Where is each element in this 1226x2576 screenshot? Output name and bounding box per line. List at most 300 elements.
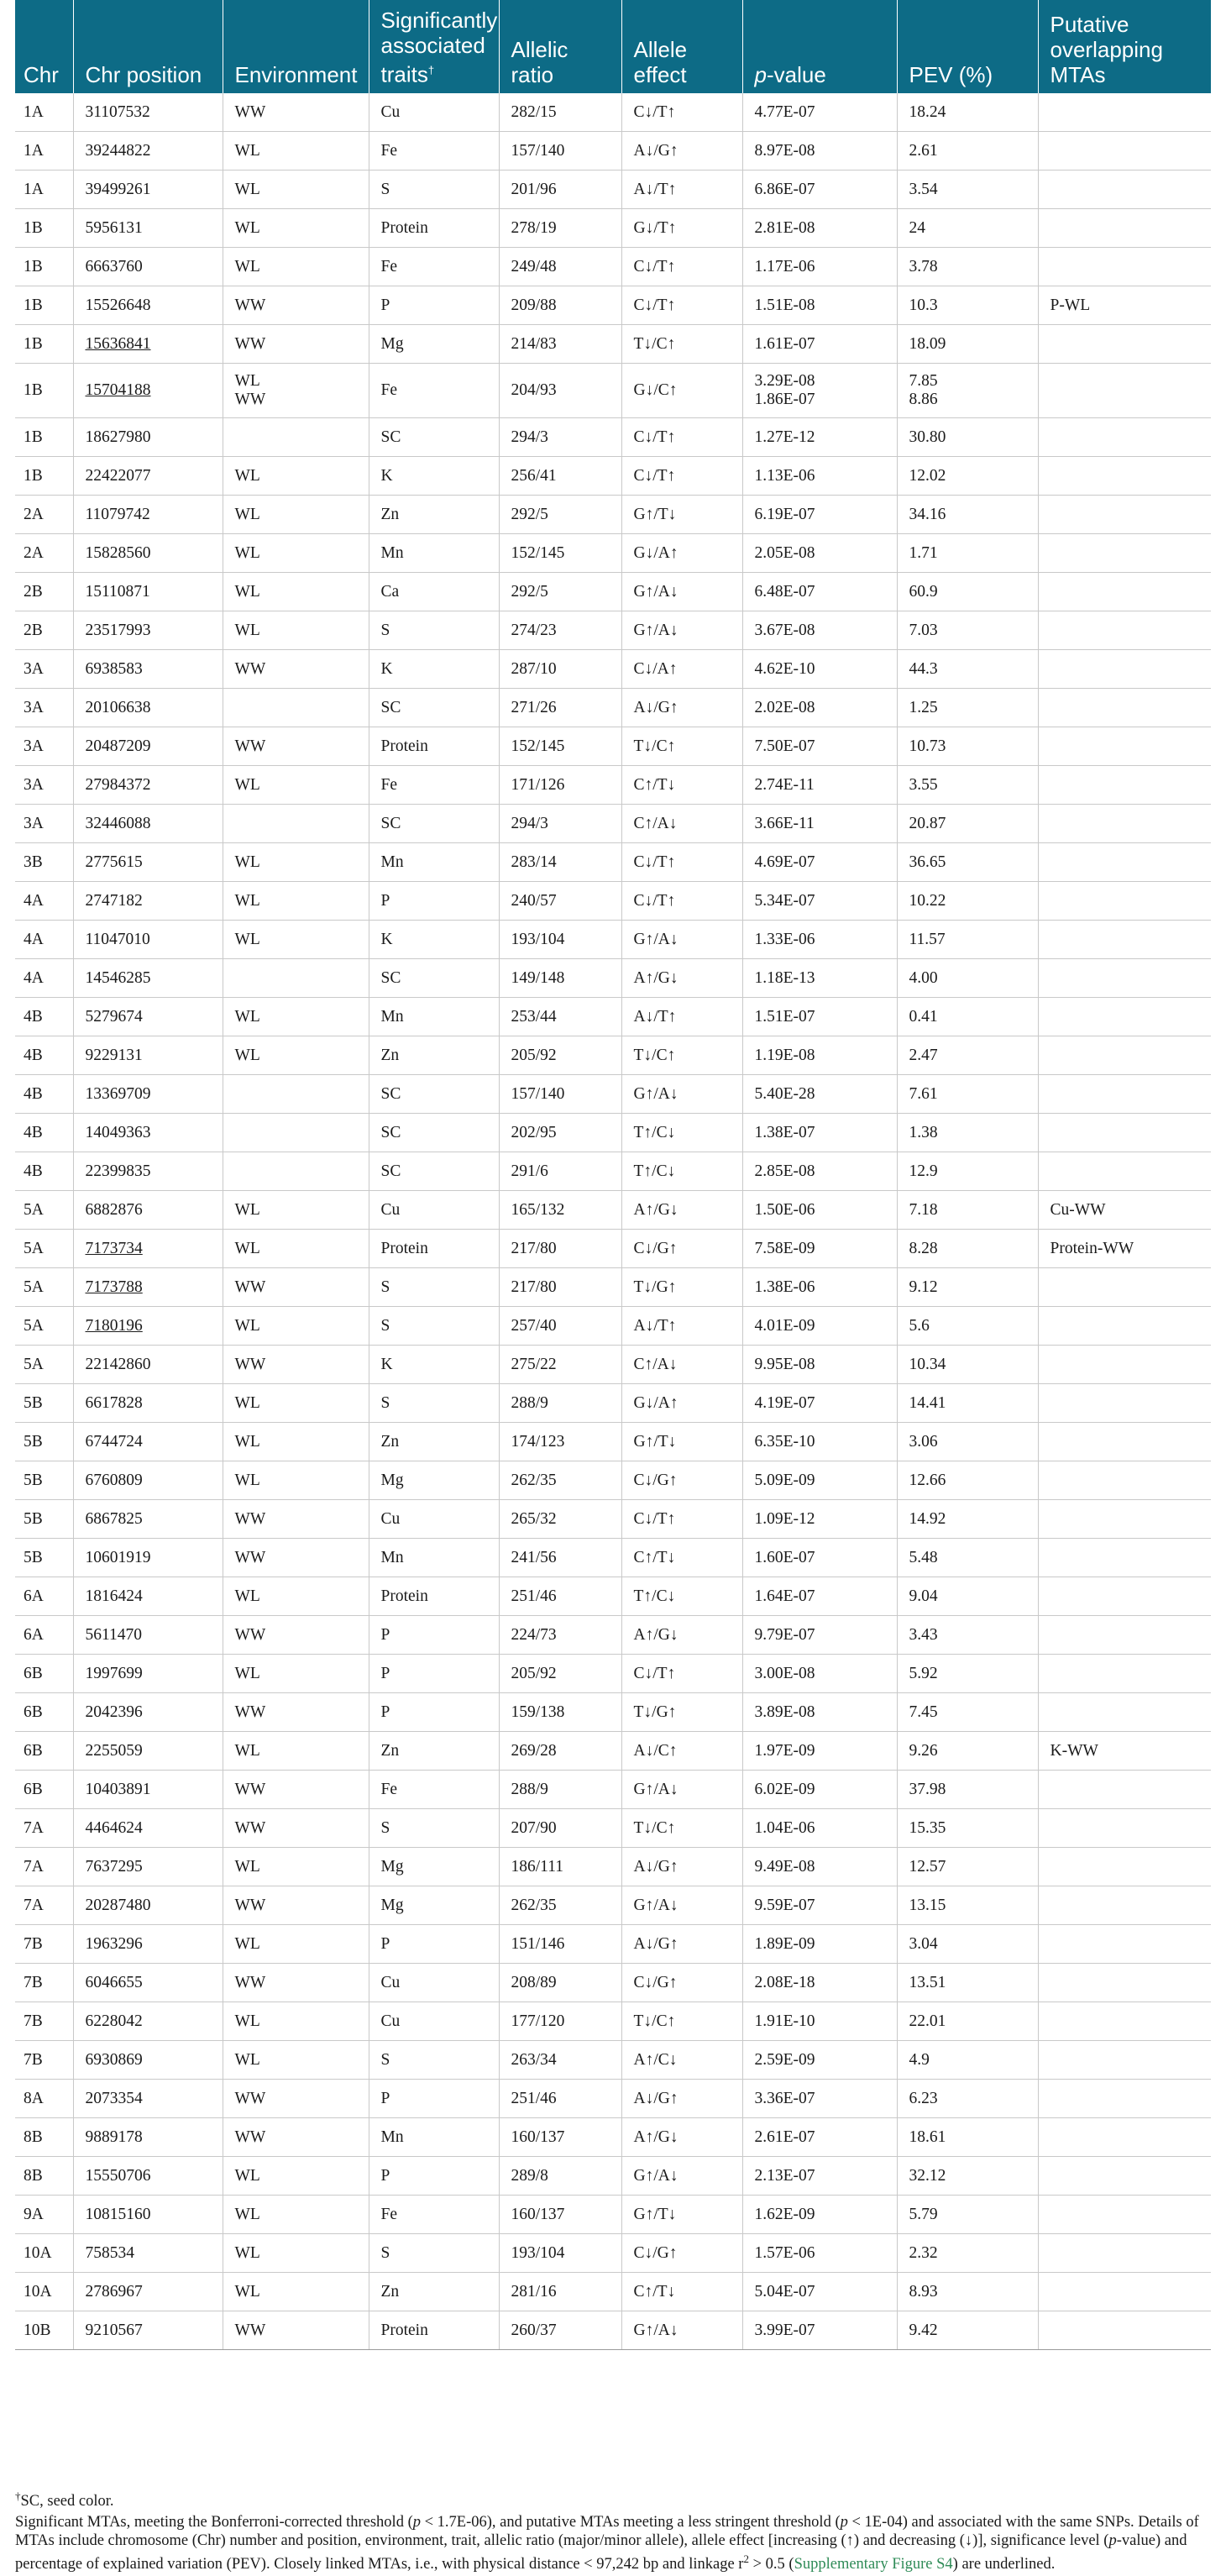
cell-putative-mta xyxy=(1038,1577,1211,1616)
table-row xyxy=(15,2041,1211,2080)
cell-putative-mta xyxy=(1038,882,1211,921)
cell-allelic-ratio: 160/137 xyxy=(499,2118,621,2157)
cell-allelic-ratio: 209/88 xyxy=(499,286,621,325)
cell-chr: 10A xyxy=(15,2273,73,2311)
table-row xyxy=(15,1809,1211,1848)
cell-allelic-ratio: 278/19 xyxy=(499,209,621,248)
cell-p-value xyxy=(742,1886,897,1925)
cell-pev xyxy=(897,1886,1038,1925)
cell-chr: 6B xyxy=(15,1655,73,1693)
cell-p-value xyxy=(742,1500,897,1539)
cell-p-value xyxy=(742,1848,897,1886)
cell-chr-position: 5956131 xyxy=(73,209,223,248)
cell-chr: 3A xyxy=(15,766,73,805)
cell-chr: 2B xyxy=(15,611,73,650)
cell-environment xyxy=(223,1616,369,1655)
cell-p-value-value: 6.35E-10 xyxy=(754,1432,815,1451)
cell-allele-effect: G↑/T↓ xyxy=(621,1423,742,1461)
cell-pev xyxy=(897,248,1038,286)
cell-p-value xyxy=(742,1230,897,1268)
table-row xyxy=(15,171,1211,209)
cell-allele-effect: C↓/T↑ xyxy=(621,418,742,457)
cell-p-value xyxy=(742,132,897,171)
cell-putative-mta xyxy=(1038,1886,1211,1925)
cell-environment-value: WL xyxy=(234,1857,260,1876)
cell-pev-value: 14.92 xyxy=(909,1509,946,1528)
table-row xyxy=(15,1307,1211,1346)
cell-allele-effect: A↑/G↓ xyxy=(621,959,742,998)
cell-allelic-ratio: 152/145 xyxy=(499,727,621,766)
cell-p-value-value: 1.51E-08 xyxy=(754,296,815,314)
cell-environment-value: WW xyxy=(234,1548,266,1566)
cell-allele-effect: T↓/C↑ xyxy=(621,1809,742,1848)
cell-pev xyxy=(897,2118,1038,2157)
cell-p-value xyxy=(742,1114,897,1152)
cell-allelic-ratio: 174/123 xyxy=(499,1423,621,1461)
cell-pev-value: 8.28 xyxy=(909,1239,938,1257)
cell-trait: Zn xyxy=(369,1036,499,1075)
cell-environment xyxy=(223,1693,369,1732)
cell-chr-position: 6228042 xyxy=(73,2002,223,2041)
cell-putative-mta xyxy=(1038,766,1211,805)
cell-p-value-value: 3.00E-08 xyxy=(754,1664,815,1682)
cell-environment-value: WW xyxy=(234,737,266,755)
cell-putative-mta xyxy=(1038,2080,1211,2118)
cell-allelic-ratio: 288/9 xyxy=(499,1384,621,1423)
cell-allelic-ratio: 262/35 xyxy=(499,1886,621,1925)
cell-chr: 7A xyxy=(15,1809,73,1848)
cell-trait: S xyxy=(369,1809,499,1848)
table-row xyxy=(15,2311,1211,2350)
cell-pev-value: 12.9 xyxy=(909,1162,938,1180)
table-row xyxy=(15,364,1211,418)
cell-allele-effect: A↑/C↓ xyxy=(621,2041,742,2080)
cell-putative-mta xyxy=(1038,2311,1211,2350)
cell-environment xyxy=(223,2080,369,2118)
cell-environment-value: WL xyxy=(234,1393,260,1412)
cell-pev-value: 1.71 xyxy=(909,543,938,562)
cell-chr: 2A xyxy=(15,496,73,534)
table-row xyxy=(15,132,1211,171)
cell-trait: K xyxy=(369,1346,499,1384)
cell-chr-position: 2042396 xyxy=(73,1693,223,1732)
cell-chr-position: 2255059 xyxy=(73,1732,223,1771)
cell-trait: S xyxy=(369,171,499,209)
cell-environment-value: WW xyxy=(234,1702,266,1721)
header-pev: PEV (%) xyxy=(897,0,1038,93)
cell-environment-value: WL xyxy=(234,372,260,390)
cell-environment xyxy=(223,1346,369,1384)
table-row xyxy=(15,1577,1211,1616)
cell-environment-value: WW xyxy=(234,2321,266,2339)
cell-p-value-value: 6.48E-07 xyxy=(754,582,815,601)
cell-trait: K xyxy=(369,457,499,496)
cell-pev xyxy=(897,1075,1038,1114)
cell-allele-effect: G↓/A↑ xyxy=(621,1384,742,1423)
table-row xyxy=(15,1230,1211,1268)
cell-allele-effect: G↑/A↓ xyxy=(621,1075,742,1114)
cell-allelic-ratio: 275/22 xyxy=(499,1346,621,1384)
cell-allelic-ratio: 214/83 xyxy=(499,325,621,364)
cell-trait: SC xyxy=(369,1152,499,1191)
table-row xyxy=(15,2002,1211,2041)
cell-pev xyxy=(897,2273,1038,2311)
cell-environment xyxy=(223,534,369,573)
cell-pev-value: 2.32 xyxy=(909,2243,938,2262)
cell-environment xyxy=(223,1809,369,1848)
cell-pev xyxy=(897,1307,1038,1346)
cell-allele-effect: A↓/G↑ xyxy=(621,132,742,171)
cell-trait: Ca xyxy=(369,573,499,611)
cell-allelic-ratio: 282/15 xyxy=(499,93,621,132)
cell-allele-effect: C↑/A↓ xyxy=(621,805,742,843)
cell-environment xyxy=(223,1886,369,1925)
cell-chr: 5B xyxy=(15,1423,73,1461)
cell-chr-position: 39499261 xyxy=(73,171,223,209)
cell-putative-mta xyxy=(1038,2118,1211,2157)
cell-chr: 6A xyxy=(15,1616,73,1655)
cell-putative-mta xyxy=(1038,325,1211,364)
cell-p-value-value: 3.29E-08 xyxy=(754,372,815,390)
cell-trait: Fe xyxy=(369,2196,499,2234)
cell-pev xyxy=(897,418,1038,457)
cell-chr: 7B xyxy=(15,1964,73,2002)
cell-chr-position: 14049363 xyxy=(73,1114,223,1152)
cell-p-value xyxy=(742,248,897,286)
cell-chr: 6B xyxy=(15,1771,73,1809)
cell-pev-value: 11.57 xyxy=(909,930,946,948)
cell-chr: 1B xyxy=(15,209,73,248)
cell-allele-effect: C↓/G↑ xyxy=(621,1461,742,1500)
cell-pev xyxy=(897,573,1038,611)
cell-chr-position: 6617828 xyxy=(73,1384,223,1423)
cell-chr: 4A xyxy=(15,921,73,959)
cell-allelic-ratio: 263/34 xyxy=(499,2041,621,2080)
cell-pev-value: 4.9 xyxy=(909,2050,930,2069)
cell-chr-position: 7173788 xyxy=(73,1268,223,1307)
cell-pev-value: 20.87 xyxy=(909,814,946,832)
cell-chr: 4A xyxy=(15,959,73,998)
cell-chr: 4B xyxy=(15,1114,73,1152)
cell-allele-effect: A↓/C↑ xyxy=(621,1732,742,1771)
cell-allele-effect: A↓/G↑ xyxy=(621,689,742,727)
cell-p-value-value: 4.77E-07 xyxy=(754,102,815,121)
cell-p-value-value: 2.13E-07 xyxy=(754,2166,815,2185)
cell-pev-value: 5.6 xyxy=(909,1316,930,1335)
table-row xyxy=(15,921,1211,959)
cell-chr: 5A xyxy=(15,1268,73,1307)
cell-chr-position: 15704188 xyxy=(73,364,223,418)
cell-chr: 9A xyxy=(15,2196,73,2234)
table-row xyxy=(15,2157,1211,2196)
table-row xyxy=(15,457,1211,496)
cell-pev-value: 32.12 xyxy=(909,2166,946,2185)
cell-chr: 5B xyxy=(15,1461,73,1500)
cell-p-value xyxy=(742,286,897,325)
cell-pev-value: 7.61 xyxy=(909,1084,938,1103)
table-row xyxy=(15,93,1211,132)
cell-p-value xyxy=(742,2234,897,2273)
cell-p-value xyxy=(742,364,897,418)
cell-allelic-ratio: 224/73 xyxy=(499,1616,621,1655)
cell-chr: 3A xyxy=(15,805,73,843)
table-row xyxy=(15,689,1211,727)
cell-chr-position: 15550706 xyxy=(73,2157,223,2196)
cell-environment xyxy=(223,1152,369,1191)
cell-putative-mta: P-WL xyxy=(1038,286,1211,325)
cell-p-value-value: 2.59E-09 xyxy=(754,2050,815,2069)
table-row xyxy=(15,1114,1211,1152)
cell-pev-value: 9.26 xyxy=(909,1741,938,1760)
cell-chr: 3B xyxy=(15,843,73,882)
cell-environment-value: WL xyxy=(234,466,260,485)
table-row xyxy=(15,1346,1211,1384)
cell-environment-value: WW xyxy=(234,1509,266,1528)
cell-p-value-value: 1.27E-12 xyxy=(754,428,815,446)
cell-trait: Mn xyxy=(369,2118,499,2157)
cell-environment-value: WW xyxy=(234,102,266,121)
cell-environment-value: WL xyxy=(234,1200,260,1219)
cell-environment xyxy=(223,882,369,921)
cell-putative-mta xyxy=(1038,132,1211,171)
cell-pev xyxy=(897,2234,1038,2273)
mta-table xyxy=(15,0,1211,2350)
cell-putative-mta xyxy=(1038,364,1211,418)
cell-p-value-value: 1.09E-12 xyxy=(754,1509,815,1528)
cell-chr-position: 6760809 xyxy=(73,1461,223,1500)
cell-environment xyxy=(223,1925,369,1964)
cell-allele-effect: C↓/T↑ xyxy=(621,286,742,325)
cell-environment-value: WL xyxy=(234,1007,260,1026)
cell-chr-position: 6938583 xyxy=(73,650,223,689)
cell-allelic-ratio: 281/16 xyxy=(499,2273,621,2311)
cell-pev xyxy=(897,1230,1038,1268)
cell-allele-effect: G↑/A↓ xyxy=(621,573,742,611)
cell-pev-value: 13.51 xyxy=(909,1973,946,1991)
table-row xyxy=(15,1732,1211,1771)
cell-p-value xyxy=(742,2118,897,2157)
cell-putative-mta xyxy=(1038,2196,1211,2234)
cell-allelic-ratio: 253/44 xyxy=(499,998,621,1036)
cell-pev-value: 3.43 xyxy=(909,1625,938,1644)
cell-putative-mta xyxy=(1038,1384,1211,1423)
cell-p-value-value: 4.19E-07 xyxy=(754,1393,815,1412)
cell-trait: Mg xyxy=(369,1886,499,1925)
cell-trait: Zn xyxy=(369,1732,499,1771)
cell-pev xyxy=(897,1539,1038,1577)
cell-allele-effect: G↓/C↑ xyxy=(621,364,742,418)
cell-putative-mta xyxy=(1038,1616,1211,1655)
cell-pev-value: 7.85 xyxy=(909,372,938,390)
cell-pev xyxy=(897,1423,1038,1461)
cell-putative-mta xyxy=(1038,457,1211,496)
cell-chr-position: 1963296 xyxy=(73,1925,223,1964)
cell-chr: 5B xyxy=(15,1500,73,1539)
cell-putative-mta: Cu-WW xyxy=(1038,1191,1211,1230)
cell-pev-value: 10.34 xyxy=(909,1355,946,1373)
cell-pev-value: 4.00 xyxy=(909,968,938,987)
cell-chr: 5A xyxy=(15,1307,73,1346)
supplementary-figure-link[interactable]: Supplementary Figure S4 xyxy=(794,2556,953,2573)
cell-chr: 7A xyxy=(15,1886,73,1925)
table-row xyxy=(15,805,1211,843)
cell-environment-value: WL xyxy=(234,1046,260,1064)
cell-trait: S xyxy=(369,1384,499,1423)
cell-p-value-value: 9.59E-07 xyxy=(754,1896,815,1914)
cell-trait: Cu xyxy=(369,1500,499,1539)
cell-chr: 8A xyxy=(15,2080,73,2118)
cell-pev-value: 12.66 xyxy=(909,1471,946,1489)
cell-pev xyxy=(897,1152,1038,1191)
cell-chr-position: 15636841 xyxy=(73,325,223,364)
cell-chr: 1A xyxy=(15,171,73,209)
cell-environment xyxy=(223,2234,369,2273)
cell-environment-value: WW xyxy=(234,1625,266,1644)
cell-p-value-value: 1.91E-10 xyxy=(754,2012,815,2030)
cell-pev xyxy=(897,998,1038,1036)
cell-p-value-value: 1.60E-07 xyxy=(754,1548,815,1566)
cell-allele-effect: G↑/T↓ xyxy=(621,2196,742,2234)
cell-pev-value: 8.93 xyxy=(909,2282,938,2301)
cell-trait: Mg xyxy=(369,325,499,364)
cell-trait: Fe xyxy=(369,364,499,418)
cell-trait: SC xyxy=(369,1114,499,1152)
cell-environment xyxy=(223,1307,369,1346)
cell-environment xyxy=(223,998,369,1036)
cell-allele-effect: C↑/T↓ xyxy=(621,1539,742,1577)
table-row xyxy=(15,2273,1211,2311)
cell-allelic-ratio: 207/90 xyxy=(499,1809,621,1848)
cell-chr-position: 6744724 xyxy=(73,1423,223,1461)
cell-trait: K xyxy=(369,650,499,689)
cell-pev xyxy=(897,766,1038,805)
table-row xyxy=(15,1036,1211,1075)
cell-allelic-ratio: 241/56 xyxy=(499,1539,621,1577)
cell-allele-effect: G↑/T↓ xyxy=(621,496,742,534)
cell-trait: Fe xyxy=(369,766,499,805)
cell-allele-effect: T↓/G↑ xyxy=(621,1693,742,1732)
cell-allelic-ratio: 251/46 xyxy=(499,2080,621,2118)
cell-pev-value: 3.06 xyxy=(909,1432,938,1451)
cell-pev-value: 10.22 xyxy=(909,891,946,910)
cell-p-value xyxy=(742,689,897,727)
cell-allele-effect: A↓/G↑ xyxy=(621,1848,742,1886)
cell-p-value-value: 2.74E-11 xyxy=(754,775,815,794)
cell-trait: Cu xyxy=(369,93,499,132)
cell-environment xyxy=(223,364,369,418)
cell-environment xyxy=(223,1036,369,1075)
cell-pev-value: 14.41 xyxy=(909,1393,946,1412)
cell-pev-value: 18.61 xyxy=(909,2127,946,2146)
cell-p-value-value: 1.89E-09 xyxy=(754,1934,815,1953)
cell-pev-value: 2.47 xyxy=(909,1046,938,1064)
cell-environment-value: WL xyxy=(234,1239,260,1257)
cell-environment-value: WL xyxy=(234,2012,260,2030)
cell-putative-mta xyxy=(1038,1925,1211,1964)
cell-environment-value: WL xyxy=(234,1587,260,1605)
cell-allelic-ratio: 171/126 xyxy=(499,766,621,805)
cell-putative-mta: K-WW xyxy=(1038,1732,1211,1771)
cell-chr-position: 6930869 xyxy=(73,2041,223,2080)
cell-p-value-value: 7.50E-07 xyxy=(754,737,815,755)
cell-trait: SC xyxy=(369,418,499,457)
cell-p-value-value: 1.17E-06 xyxy=(754,257,815,275)
cell-environment xyxy=(223,921,369,959)
cell-chr-position: 15110871 xyxy=(73,573,223,611)
cell-chr: 1B xyxy=(15,325,73,364)
cell-allelic-ratio: 269/28 xyxy=(499,1732,621,1771)
cell-allelic-ratio: 159/138 xyxy=(499,1693,621,1732)
cell-pev xyxy=(897,1848,1038,1886)
cell-pev xyxy=(897,132,1038,171)
cell-p-value-value: 2.05E-08 xyxy=(754,543,815,562)
cell-allele-effect: T↓/C↑ xyxy=(621,1036,742,1075)
cell-p-value-value: 1.38E-06 xyxy=(754,1278,815,1296)
cell-trait: Protein xyxy=(369,1577,499,1616)
cell-allele-effect: C↓/A↑ xyxy=(621,650,742,689)
cell-pev xyxy=(897,171,1038,209)
cell-allelic-ratio: 287/10 xyxy=(499,650,621,689)
cell-environment xyxy=(223,959,369,998)
cell-trait: P xyxy=(369,1925,499,1964)
cell-p-value xyxy=(742,843,897,882)
cell-pev xyxy=(897,1732,1038,1771)
cell-allele-effect: C↓/G↑ xyxy=(621,1230,742,1268)
cell-environment xyxy=(223,2196,369,2234)
cell-environment-value: WL xyxy=(234,218,260,237)
table-row xyxy=(15,1423,1211,1461)
cell-p-value xyxy=(742,1655,897,1693)
cell-chr: 4B xyxy=(15,1036,73,1075)
cell-p-value xyxy=(742,1036,897,1075)
cell-allelic-ratio: 149/148 xyxy=(499,959,621,998)
cell-chr: 8B xyxy=(15,2157,73,2196)
cell-p-value-value: 8.97E-08 xyxy=(754,141,815,160)
cell-pev xyxy=(897,650,1038,689)
cell-putative-mta xyxy=(1038,998,1211,1036)
cell-putative-mta xyxy=(1038,959,1211,998)
cell-environment xyxy=(223,1423,369,1461)
cell-chr-position: 2775615 xyxy=(73,843,223,882)
cell-chr-position: 6663760 xyxy=(73,248,223,286)
cell-pev xyxy=(897,1191,1038,1230)
cell-trait: Mg xyxy=(369,1461,499,1500)
cell-trait: Mg xyxy=(369,1848,499,1886)
cell-trait: Protein xyxy=(369,209,499,248)
cell-p-value xyxy=(742,2080,897,2118)
cell-p-value xyxy=(742,1539,897,1577)
cell-trait: S xyxy=(369,2041,499,2080)
cell-allele-effect: C↓/T↑ xyxy=(621,1500,742,1539)
cell-environment xyxy=(223,248,369,286)
cell-p-value-value: 9.95E-08 xyxy=(754,1355,815,1373)
cell-allelic-ratio: 208/89 xyxy=(499,1964,621,2002)
cell-environment xyxy=(223,1191,369,1230)
cell-trait: Fe xyxy=(369,1771,499,1809)
cell-allelic-ratio: 265/32 xyxy=(499,1500,621,1539)
cell-pev-value: 15.35 xyxy=(909,1818,946,1837)
cell-p-value xyxy=(742,1384,897,1423)
cell-trait: Protein xyxy=(369,2311,499,2350)
cell-environment-value: WL xyxy=(234,1934,260,1953)
cell-allele-effect: C↑/T↓ xyxy=(621,766,742,805)
table-row xyxy=(15,1461,1211,1500)
cell-p-value-value: 4.62E-10 xyxy=(754,659,815,678)
cell-trait: P xyxy=(369,1655,499,1693)
cell-allele-effect: T↑/C↓ xyxy=(621,1152,742,1191)
cell-environment-value: WL xyxy=(234,1471,260,1489)
table-row xyxy=(15,325,1211,364)
